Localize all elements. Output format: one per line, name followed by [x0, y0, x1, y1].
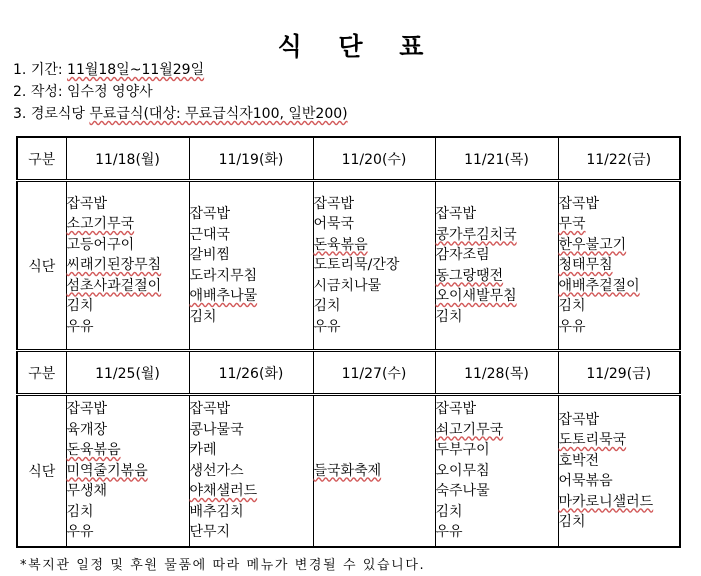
menu-item: 잡곡밥 — [558, 411, 600, 428]
info-label: 기간: — [30, 62, 63, 78]
menu-item: 오이새발무침 — [435, 288, 517, 304]
menu-cell — [189, 181, 313, 351]
menu-item: 김치 — [189, 308, 217, 325]
menu-item: 우유 — [313, 318, 341, 335]
date-header: 11/26(화) — [189, 351, 313, 395]
menu-item: 두부구이 — [435, 442, 490, 459]
menu-item: 야채샐러드 — [189, 483, 258, 500]
menu-cell — [435, 181, 558, 351]
menu-item: 도라지무침 — [189, 267, 258, 284]
info-value: 임수정 영양사 — [67, 84, 153, 100]
week2-header-row — [17, 351, 680, 395]
menu-item: 한우불고기 — [558, 236, 627, 253]
date-header: 11/22(금) — [558, 137, 680, 181]
menu-item: 우유 — [558, 318, 586, 335]
menu-item: 도토리묵국 — [558, 432, 627, 448]
menu-item: 콩나물국 — [189, 421, 244, 438]
date-header: 11/25(월) — [66, 351, 189, 395]
menu-item: 김치 — [435, 503, 463, 520]
date-header: 11/21(목) — [435, 137, 558, 181]
menu-item: 오이무침 — [435, 462, 490, 479]
menu-item: 어묵볶음 — [558, 473, 613, 489]
menu-item: 마카로니샐러드 — [558, 493, 654, 510]
menu-item: 잡곡밥 — [189, 401, 231, 418]
menu-item: 어묵국 — [313, 216, 355, 233]
week2-menu-row — [17, 395, 680, 548]
info-number: 3. — [13, 106, 27, 122]
menu-cell — [189, 395, 313, 548]
footnote: *복지관 일정 및 후원 물품에 따라 메뉴가 변경될 수 있습니다. — [20, 558, 426, 573]
menu-item: 고등어구이 — [66, 236, 135, 253]
menu-item: 미역줄기볶음 — [66, 462, 148, 479]
menu-item: 김치 — [66, 298, 94, 315]
menu-item: 소고기무국 — [66, 216, 135, 233]
info-line-target — [13, 105, 348, 123]
menu-cell — [435, 395, 558, 548]
menu-item: 섬초사과겉절이 — [66, 277, 162, 294]
menu-item: 돈육볶음 — [313, 236, 368, 253]
menu-table — [16, 136, 681, 548]
menu-item: 잡곡밥 — [313, 195, 355, 212]
menu-item: 우유 — [66, 318, 94, 335]
menu-item: 콩가루김치국 — [435, 226, 517, 243]
menu-item: 씨래기된장무침 — [66, 257, 162, 274]
menu-item: 배추김치 — [189, 503, 244, 520]
date-header: 11/27(수) — [313, 351, 435, 395]
info-line-period — [13, 61, 204, 79]
menu-item: 우유 — [435, 524, 463, 541]
menu-cell — [313, 181, 435, 351]
menu-item: 단무지 — [189, 524, 231, 541]
menu-cell — [66, 181, 189, 351]
menu-item: 감자조림 — [435, 247, 490, 263]
menu-item: 김치 — [558, 514, 586, 530]
menu-item: 육개장 — [66, 421, 108, 438]
menu-item: 무국 — [558, 216, 586, 233]
menu-item: 생선가스 — [189, 462, 244, 479]
menu-item: 돈육볶음 — [66, 442, 121, 459]
menu-item: 갈비찜 — [189, 247, 231, 263]
menu-item: 잡곡밥 — [66, 195, 108, 212]
menu-item: 시금치나물 — [313, 277, 382, 294]
menu-item: 잡곡밥 — [435, 206, 477, 222]
menu-item: 숙주나물 — [435, 483, 490, 500]
menu-item: 김치 — [558, 298, 586, 315]
menu-item: 잡곡밥 — [435, 401, 477, 418]
menu-cell — [66, 395, 189, 548]
menu-item: 호박전 — [558, 452, 600, 469]
menu-item: 도토리묵/간장 — [313, 257, 400, 274]
menu-item: 김치 — [66, 503, 94, 520]
menu-item: 잡곡밥 — [189, 206, 231, 222]
menu-item: 우유 — [66, 524, 94, 541]
menu-item: 잡곡밥 — [558, 195, 600, 212]
meal-label: 식단 — [17, 395, 66, 548]
section-label: 구분 — [17, 351, 66, 395]
meal-label: 식단 — [17, 181, 66, 351]
menu-item: 무생채 — [66, 483, 108, 500]
menu-cell — [558, 181, 680, 351]
menu-cell — [313, 395, 435, 548]
menu-item: 동그랑땡전 — [435, 267, 504, 284]
menu-item: 청태무침 — [558, 257, 613, 274]
info-label: 경로식당 — [30, 106, 85, 122]
menu-item: 근대국 — [189, 226, 231, 243]
menu-item: 김치 — [313, 298, 341, 315]
menu-item: 잡곡밥 — [66, 401, 108, 418]
date-header: 11/19(화) — [189, 137, 313, 181]
week1-header-row — [17, 137, 680, 181]
info-value: 11월18일~11월29일 — [67, 62, 205, 78]
info-number: 2. — [13, 84, 27, 100]
info-value: 무료급식(대상: 무료급식자100, 일반200) — [89, 106, 348, 122]
date-header: 11/18(월) — [66, 137, 189, 181]
menu-item: 들국화축제 — [313, 462, 382, 479]
week1-menu-row — [17, 181, 680, 351]
info-label: 작성: — [30, 84, 63, 100]
menu-item: 애배추겉절이 — [558, 277, 640, 294]
page-title: 식 단 표 — [277, 32, 438, 61]
info-number: 1. — [13, 62, 27, 78]
menu-item: 김치 — [435, 308, 463, 325]
date-header: 11/28(목) — [435, 351, 558, 395]
menu-cell — [558, 395, 680, 548]
date-header: 11/29(금) — [558, 351, 680, 395]
menu-item: 카레 — [189, 442, 217, 459]
menu-item: 쇠고기무국 — [435, 421, 504, 438]
menu-item: 애배추나물 — [189, 288, 258, 304]
info-line-author — [13, 83, 153, 101]
date-header: 11/20(수) — [313, 137, 435, 181]
section-label: 구분 — [17, 137, 66, 181]
